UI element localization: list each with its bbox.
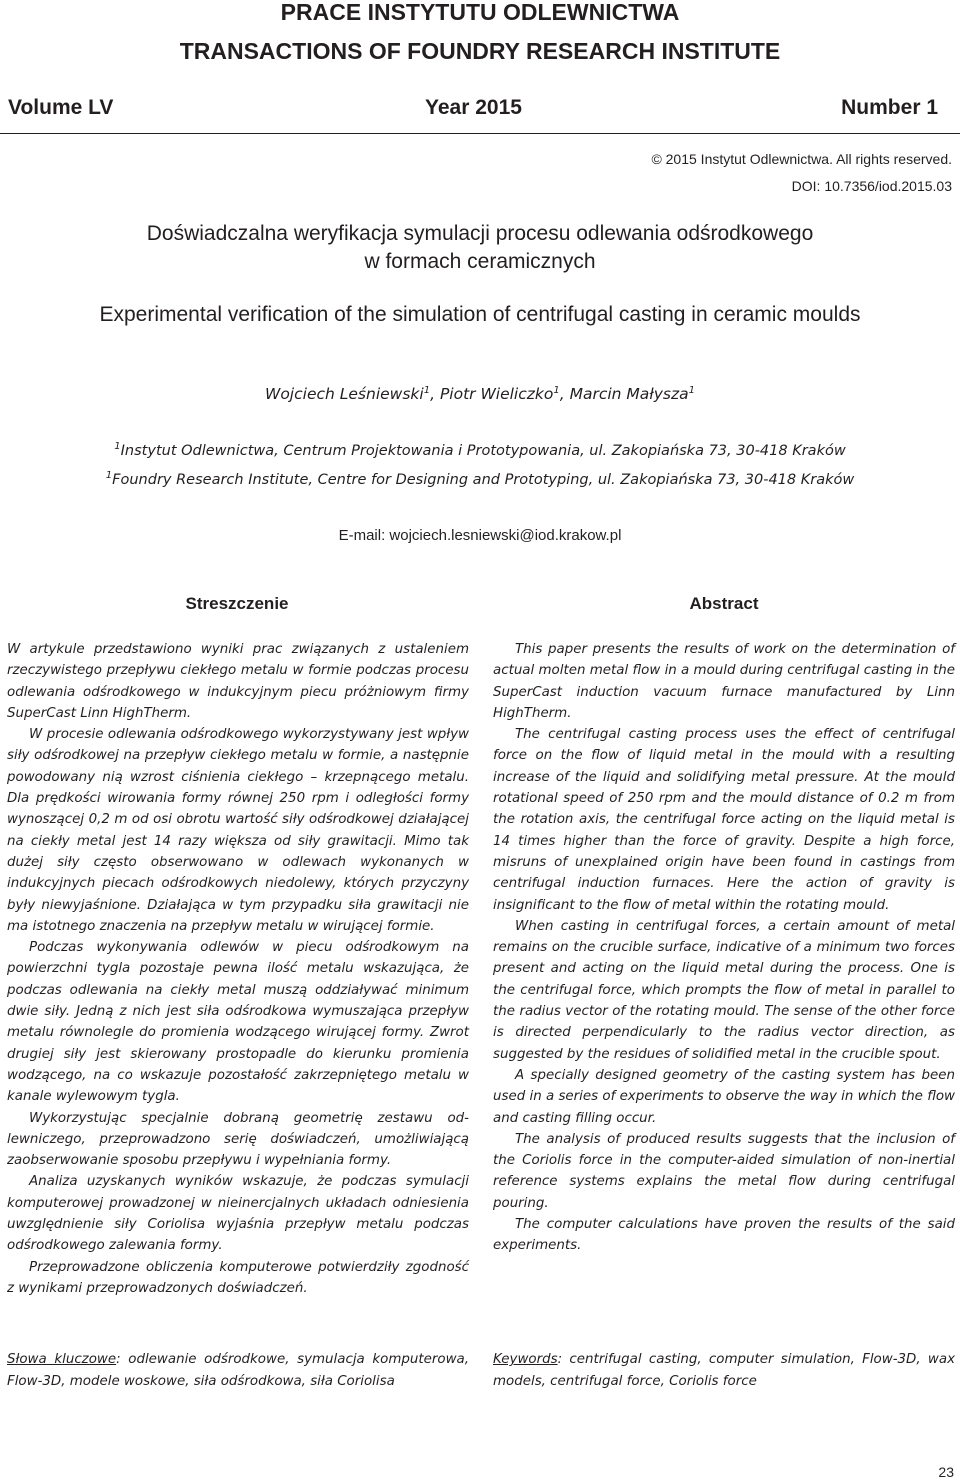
keywords-en-text: : centrifugal casting, computer simulation, Flow-3D, wax models, centrifugal force, Coriolis force <box>493 1352 955 1389</box>
volume-label: Volume LV <box>8 96 114 119</box>
author-name: Piotr Wieliczko <box>439 385 554 403</box>
journal-title-pl: PRACE INSTYTUTU ODLEWNICTWA <box>280 0 680 25</box>
journal-title-en: TRANSACTIONS OF FOUNDRY RESEARCH INSTITUTE <box>179 38 781 64</box>
article-title-pl-line2: w formach ceramicznych <box>364 250 596 273</box>
author-affil-marker: 1 <box>553 385 560 396</box>
abstract-paragraph: The analysis of produced results suggests that the inclusion of the Coriolis force in the computer-aided simulation of non-inertial reference systems explains the metal flow during centrifugal pouring. <box>493 1131 955 1211</box>
streszczenie-paragraph: Przeprowadzone obliczenia komputerowe potwierdziły zgodność z wynikami przeprowadzonych doświadczeń. <box>7 1259 469 1296</box>
affil-marker: 1 <box>114 441 121 452</box>
abstract-paragraph: The centrifugal casting process uses the effect of centrifugal force on the flow of liquid metal in the mould with a resulting increase of the liquid and solidifying metal pressure. At the mould rotational speed of 250 rpm and the mould distance of 0.2 m from the rotation axis, the centrifugal force acting on the liquid metal is 14 times higher than the force of gravity. Despite a high force, misruns of unexplained origin have been found in castings from centrifugal induction furnaces. Here the action of gravity is insignificant to the flow of metal within the rotating mould. <box>493 727 955 913</box>
streszczenie-body <box>7 639 469 1299</box>
year-label: Year 2015 <box>425 96 522 119</box>
author-affil-marker: 1 <box>688 385 695 396</box>
streszczenie-paragraph: Podczas wykonywania odlewów w piecu odśrodkowym na powierzchni tygla pozostaje pewna ilość metalu wskazująca, że podczas odlewania na ciekły metal muszą oddziaływać minimum dwie siły. Jedną z nich jest siła odśrodkowa wymuszająca przepływ metalu równolegle do promienia wodzącego wirującej formy. Zwrot drugiej siły jest skierowany prostopadle do kierunku promienia wodzącego, na co wskazuje pozostałość zakrzepniętego metalu w kanale wylewowym tygla. <box>7 940 469 1105</box>
streszczenie-paragraph: Wykorzystując specjalnie dobraną geometrię zestawu odlewniczego, przeprowadzono serię doświadczeń, umożliwiającą zaobserwowanie sposobu przepływu i wypełniania formy. <box>7 1110 469 1169</box>
author-affil-marker: 1 <box>423 385 431 396</box>
keywords-pl-text: : odlewanie odśrodkowe, symulacja komputerowa, Flow-3D, modele woskowe, siła odśrodkowa, siła Coriolisa <box>7 1352 469 1389</box>
abstract-paragraph: When casting in centrifugal forces, a certain amount of metal remains on the crucible surface, indicative of a minimum two forces present and acting on the liquid metal during the process. One is the centrifugal force, which prompts the flow of metal in parallel to the radius vector of the rotating mould. The sense of the other force is directed perpendicularly to the radius vector direction, as suggested by the residues of solidified metal in the crucible spout. <box>493 918 955 1062</box>
page-number: 23 <box>938 1464 954 1480</box>
keywords-en-label: Keywords <box>493 1352 558 1367</box>
affil-marker: 1 <box>105 470 113 481</box>
affiliation-en <box>0 470 960 490</box>
affiliation-pl <box>0 441 960 461</box>
header-divider <box>0 133 960 134</box>
abstract-paragraph: This paper presents the results of work on the determination of actual molten metal flow in a mould during centrifugal casting in the SuperCast induction vacuum furnace manufactured by Linn HighTherm. <box>493 642 955 721</box>
article-title-pl-line1: Doświadczalna weryfikacja symulacji procesu odlewania odśrodkowego <box>146 222 814 245</box>
doi-label: DOI: 10.7356/iod.2015.03 <box>791 178 952 194</box>
author-name: Marcin Małysza <box>569 385 689 403</box>
streszczenie-paragraph: Analiza uzyskanych wyników wskazuje, że podczas symulacji komputerowej prowadzonej w nieinercjalnych układach odniesienia uwzględnienie siły Coriolisa wyjaśnia przepływ metalu podczas odśrodkowego zalewania formy. <box>7 1174 469 1254</box>
article-title-en: Experimental verification of the simulation of centrifugal casting in ceramic moulds <box>99 303 861 326</box>
abstract-body <box>493 639 955 1257</box>
number-label: Number 1 <box>841 96 938 119</box>
author-list: Wojciech Leśniewski$^1$, Piotr Wieliczko$^1$, Marcin Małysza$^1$ <box>265 385 695 403</box>
keywords-en <box>493 1349 955 1392</box>
issue-info-row <box>8 94 938 122</box>
streszczenie-heading: Streszczenie <box>185 594 289 613</box>
abstract-paragraph: A specially designed geometry of the casting system has been used in a series of experiments to observe the way in which the flow and casting filling occur. <box>493 1067 955 1126</box>
affiliation-text: Instytut Odlewnictwa, Centrum Projektowania i Prototypowania, ul. Zakopiańska 73, 30-418 Kraków <box>120 443 846 459</box>
article-title-pl <box>0 220 960 276</box>
keywords-pl-label: Słowa kluczowe <box>7 1352 117 1367</box>
abstract-heading: Abstract <box>689 594 759 613</box>
copyright-notice: © 2015 Instytut Odlewnictwa. All rights reserved. <box>651 151 952 167</box>
abstract-paragraph: The computer calculations have proven the results of the said experiments. <box>493 1217 955 1254</box>
author-name: Wojciech Leśniewski <box>265 385 424 403</box>
streszczenie-paragraph: W artykule przedstawiono wyniki prac związanych z ustaleniem rzeczywistego przepływu ciekłego metalu w formie podczas procesu odlewania odśrodkowego w indukcyjnym piecu próżniowym firmy SuperCast Linn HighTherm. <box>7 642 469 721</box>
keywords-pl <box>7 1349 469 1392</box>
affiliation-text: Foundry Research Institute, Centre for Designing and Prototyping, ul. Zakopiańska 73, 30-418 Kraków <box>112 472 855 488</box>
streszczenie-paragraph: W procesie odlewania odśrodkowego wykorzystywany jest wpływ siły odśrodkowej na przepływ ciekłego metalu w formie, a następnie powodowany nią wzrost ciśnienia ciekłego – krzepnącego metalu. Dla prędkości wirowania formy równej 250 rpm i odległości formy wynoszącej 0,2 m od osi obrotu wartość siły odśrodkowej działającej na ciekły metal jest 14 razy większa od siły grawitacji. Mimo tak dużej siły często obserwowano w odlewach wykonanych w indukcyjnych piecach odśrodkowych niedolewy, których przyczyny były niewyjaśnione. Działająca w tym przypadku siła grawitacji nie ma istotnego znaczenia na przepływ metalu w wirującej formie. <box>7 727 469 934</box>
contact-email: E-mail: wojciech.lesniewski@iod.krakow.pl <box>338 527 622 544</box>
